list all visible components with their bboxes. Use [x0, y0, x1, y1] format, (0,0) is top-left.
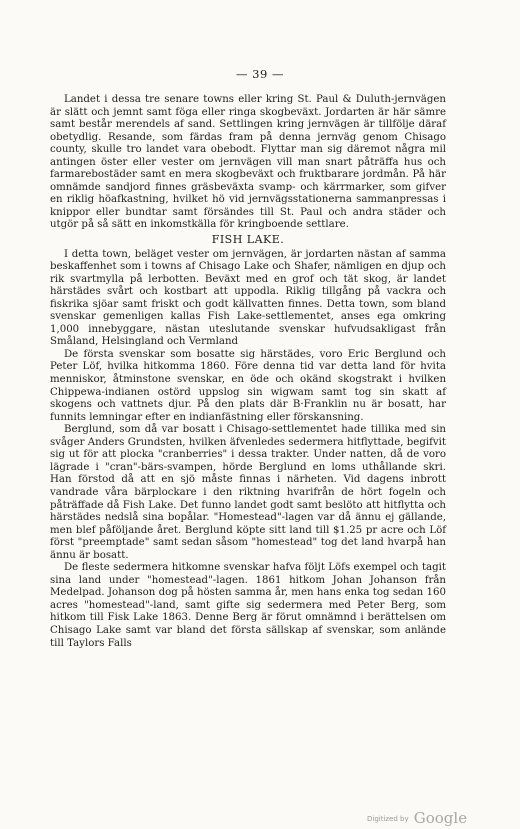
- digitized-by-watermark: [367, 808, 467, 827]
- digitized-by-label: Digitized by: [367, 815, 409, 823]
- paragraph-5: De fleste sedermera hitkomne svenskar hafva följt Löfs exempel och tagit sina land under "homestead"-lagen. 1861 hitkom Johan Johanson från Medelpad. Johanson dog på hösten samma år, men hans enka tog sedan 160 acres "homestead"-land, samt gifte sig sedermera med Peter Berg, som hitkom till Fisk Lake 1863. Denne Berg är förut omnämnd i berättelsen om Chisago Lake samt var bland det första sällskap af svenskar, som anlände till Taylors Falls: [50, 562, 446, 649]
- paragraph-3: De första svenskar som bosatte sig härstädes, voro Eric Berglund och Peter Löf, hvilka hitkomma 1860. Före denna tid var detta land för hvita menniskor, åtminstone svenskar, en öde och okänd skogstrakt i hvilken Chippewa-indianen ostörd uppslog sin wigwam samt tog sin skatt af skogens och vattnets djur. På den plats där B·Franklin nu är bosatt, har funnits lemningar efter en indianfästning eller förskansning.: [50, 348, 446, 423]
- body-text: [50, 94, 446, 650]
- paragraph-4: Berglund, som då var bosatt i Chisago-settlementet hade tillika med sin svåger Anders Grundsten, hvilken äfvenledes sedermera hitflyttade, begifvit sig ut för att plocka "cranberries" i dessa trakter. Under natten, då de voro lägrade i "cran"-bärs-svampen, hörde Berglund en loms uthållande skri. Han förstod då att en sjö måste finnas i närheten. Vid dagens inbrott vandrade våra bärplockare i den riktning hvarifrån de hört fogeln och påträffade då Fish Lake. Det funno landet godt samt beslöto att hitflytta och härstädes nedslå sina bopålar. "Homestead"-lagen var då ännu ej gällande, men blef påföljande året. Berglund köpte sitt land till $1.25 pr acre och Löf först "preemptade" samt sedan såsom "homestead" tog det land hvarpå han ännu är bosatt.: [50, 424, 446, 561]
- paragraph-1: Landet i dessa tre senare towns eller kring St. Paul & Duluth-jernvägen är slätt och jemnt samt föga eller ringa skogbeväxt. Jordarten är här sämre samt består merendels af sand. Settlingen kring jernvägen är tillfölje däraf obetydlig. Resande, som färdas fram på denna jernväg genom Chisago county, skulle tro landet vara obebodt. Flyttar man sig däremot några mil antingen öster eller vester om jernvägen vill man snart påträffa hus och farmarebostäder samt en mera skogbeväxt och fruktbarare jordmån. På här omnämde sandjord finnes gräsbeväxta svamp- och kärrmarker, som gifver en riklig höafkastning, hvilket hö vid jernvägsstationerna sammanpressas i knippor eller bundtar samt försändes till St. Paul och andra städer och utgör på så sätt en inkomstkälla för kringboende settlare.: [50, 94, 446, 231]
- page-number: — 39 —: [236, 67, 284, 81]
- paragraph-2: I detta town, beläget vester om jernvägen, är jordarten nästan af samma beskaffenhet som i towns af Chisago Lake och Shafer, nämligen en djup och rik svartmylla på lerbotten. Beväxt med en grof och tät skog, är landet härstädes svårt och kostbart att uppodla. Riklig tillgång på vackra och fiskrika sjöar samt friskt och godt källvatten finnes. Detta town, som bland svenskar gemenligen kallas Fish Lake-settlementet, anses ega omkring 1,000 innebyggare, nästan uteslutande svenskar hufvudsakligast från Småland, Helsingland och Vermland: [50, 248, 446, 348]
- section-heading: FISH LAKE.: [211, 233, 285, 247]
- google-logo: Google: [413, 809, 468, 827]
